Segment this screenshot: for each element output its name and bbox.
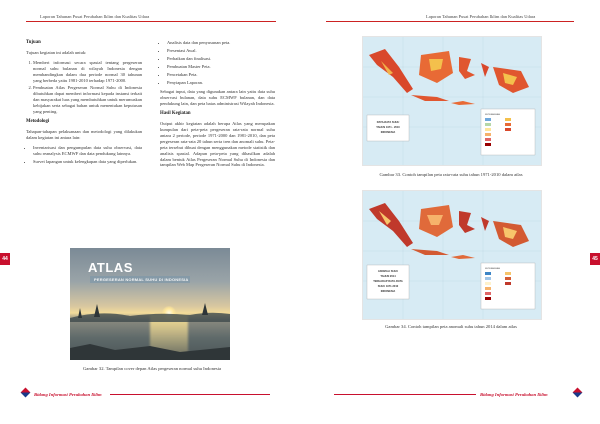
map-1-title-line: TAHUN 1971 - 2010 [376, 126, 400, 129]
metodologi-intro: Tahapan-tahapan pelaksanaan dan metodologi yang dilakukan dalam kegiatan ini antara lain: [26, 128, 142, 140]
running-head-left: Laporan Tahunan Pusat Perubahan Iklim dan Kualitas Udara [40, 14, 150, 19]
map-1-legend-heading: KETERANGAN [485, 114, 501, 116]
atlas-cover-photo [70, 248, 230, 360]
figure-34-caption: Gambar 34. Contoh tampilan peta anomali suhu tahun 2014 dalam atlas [385, 324, 517, 329]
map-1-title-line: RATA-RATA SUHU [376, 121, 400, 124]
step-item: • Pencetakan Peta. [167, 72, 275, 78]
map-1-title-line: INDONESIA [380, 131, 396, 134]
tujuan-intro: Tujuan kegiatan ini adalah untuk: [26, 49, 87, 55]
page-number-right: 45 [590, 253, 600, 265]
tujuan-heading: Tujuan [26, 40, 41, 45]
atlas-title: ATLAS [88, 260, 133, 275]
steps-list [160, 40, 275, 85]
page-number-left: 44 [0, 253, 10, 265]
map-2-graphic [363, 191, 541, 319]
atlas-subtitle: PERGESERAN NORMAL SUHU DI INDONESIA [94, 277, 189, 282]
hasil-paragraph: Output akhir kegiatan adalah berupa Atlas yang merupakan kumpulan dari peta-peta pergeseran rata-rata normal suhu antara 2 periode, periode 1971-2000 dan 1981-2010, dan peta pergeseran rata-rata 20 tahun serta tren dan anomali suhu. Peta-peta tersebut dibuat dengan menggunakan metode statistik dan analisis spasial. Adapun peta-peta yang dihasilkan adalah dalam bentuk Atlas Pergeseran Normal Suhu di Indonesia dan tampilan Web Map Pergeseran Normal Suhu di Indonesia. [160, 121, 275, 168]
tujuan-item: 1. Memberi informasi secara spasial tentang pergeseran normal suhu bulanan di wilayah Indonesia dengan membandingkan dalam dua periode normal 30 tahunan yang berbeda yaitu 1981-2010 terhadap 1971-2000. [33, 60, 142, 84]
metodologi-list [26, 145, 142, 165]
footer-logo-left [21, 388, 31, 398]
figure-33-caption: Gambar 33. Contoh tampilan peta rata-rata suhu tahun 1971-2010 dalam atlas [379, 172, 523, 177]
map-2-legend-heading: KETERANGAN [485, 268, 501, 270]
map-2-title-line: SUHU 1971-2010 [377, 285, 399, 288]
step-item: • Penyiapan Laporan. [167, 80, 275, 86]
metodologi-item: • Inventarisasi dan pengumpulan data suhu observasi, data suhu reanalysis ECMWF dan data pendukung lainnya. [33, 145, 142, 157]
metodologi-heading: Metodologi [26, 118, 50, 124]
tujuan-section [26, 40, 142, 168]
step-item: • Analisis data dan penyusunan peta. [167, 40, 275, 46]
header-rule-left [26, 21, 276, 22]
footer-logo-right [573, 388, 583, 398]
figure-32-caption: Gambar 32. Tampilan cover depan Atlas pergeseran normal suhu Indonesia [82, 366, 222, 371]
map-2-title-line: TERHADAP RATA-RATA [373, 280, 403, 283]
map-anomali-suhu [362, 190, 542, 320]
map-2-title-line: ANOMALI SUHU [377, 270, 399, 273]
step-item: • Presentasi Awal. [167, 48, 275, 54]
tujuan-list [26, 60, 142, 115]
map-rata-rata-suhu [362, 36, 542, 166]
step-item: • Perbaikan dan finalisasi. [167, 56, 275, 62]
map-1-graphic [363, 37, 541, 165]
map-2-title-line: TAHUN 2014 [380, 275, 396, 278]
footer-text-left: Bidang Informasi Perubahan Iklim [34, 392, 102, 397]
footer-text-right: Bidang Informasi Perubahan Iklim [480, 392, 548, 397]
footer-rule-right [334, 394, 476, 395]
hasil-heading: Hasil Kegiatan [160, 111, 191, 117]
tujuan-item: 2. Pembuatan Atlas Pergeseran Normal Suhu di Indonesia dibutuhkan dapat memberi informasi kepada instansi terkait dan masyarakat luas yang membutuhkan untuk merumuskan kebijakan serta sebagai bahan untuk menentukan keputusan yang penting. [33, 85, 142, 115]
middle-column [160, 40, 275, 172]
header-rule-right [326, 21, 574, 22]
running-head-right: Laporan Tahunan Pusat Perubahan Iklim dan Kualitas Udara [426, 14, 536, 19]
metodologi-item: • Survei lapangan untuk kelengkapan data yang diperlukan. [33, 159, 142, 165]
map-2-title-line: INDONESIA [380, 290, 396, 293]
step-item: • Pembuatan Master Peta. [167, 64, 275, 70]
footer-rule-left [110, 394, 270, 395]
input-paragraph: Sebagai input, data yang digunakan antara lain yaitu data suhu observasi bulanan, data suhu ECMWF bulanan, dan data pendukung lain, dan peta batas administrasi Wilayah Indonesia. [160, 89, 275, 107]
